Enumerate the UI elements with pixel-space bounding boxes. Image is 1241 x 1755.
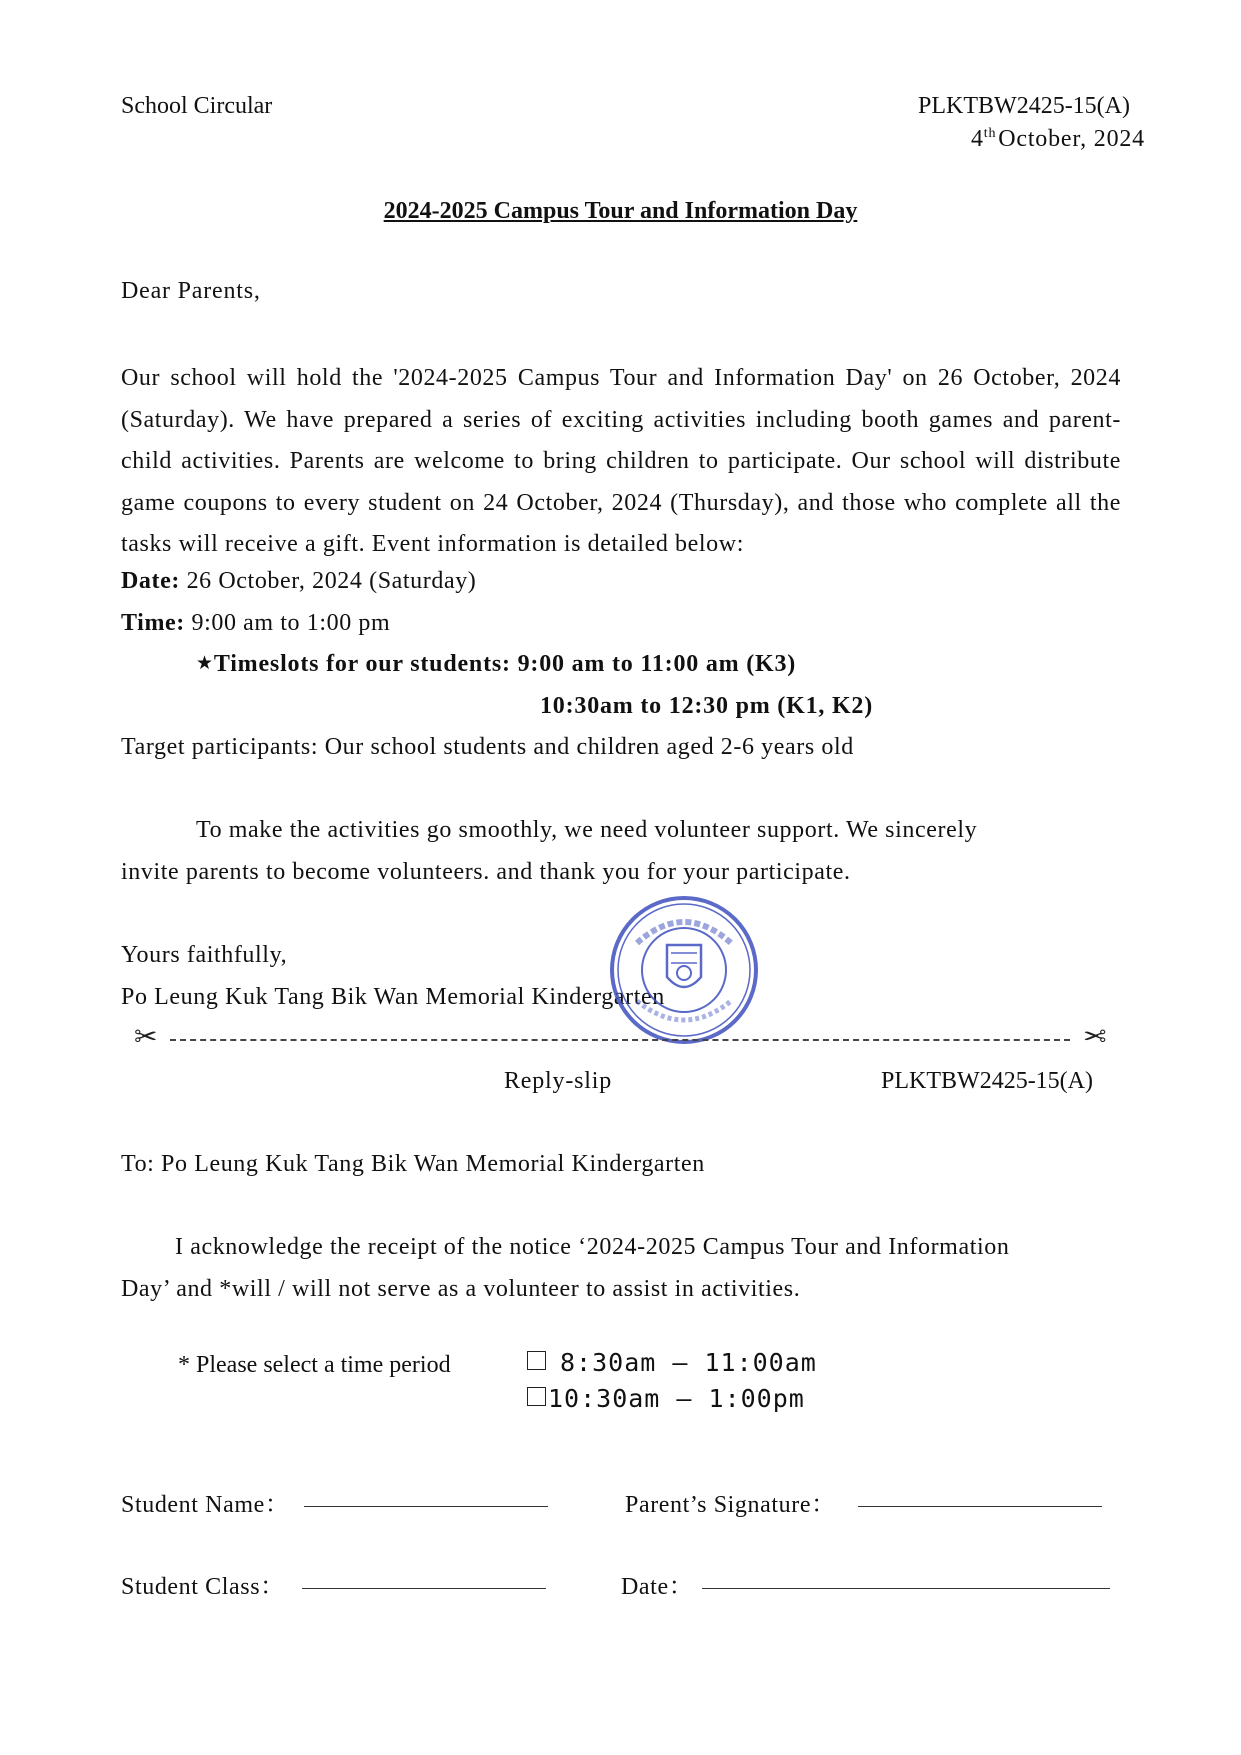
volunteer-paragraph-line-1: To make the activities go smoothly, we need volunteer support. We sincerely	[196, 817, 978, 843]
date-suffix: th	[983, 126, 997, 141]
circular-date	[971, 126, 1145, 153]
volunteer-paragraph-line-2: invite parents to become volunteers. and thank you for your participate.	[121, 859, 851, 885]
time-option-morning-label: 8:30am – 11:00am	[560, 1348, 817, 1377]
parent-signature-label: Parent’s Signature：	[625, 1492, 836, 1518]
date-value: 26 October, 2024 (Saturday)	[179, 568, 477, 594]
acknowledgement-line-2: Day’ and *will / will not serve as a volunteer to assist in activities.	[121, 1276, 801, 1302]
timeslot-k3	[196, 651, 796, 678]
reply-slip-reference: PLKTBW2425-15(A)	[881, 1068, 1093, 1094]
date-field[interactable]	[702, 1564, 1110, 1589]
cut-line	[134, 1023, 1106, 1053]
scissors-icon: ✂	[1082, 1022, 1106, 1053]
date-label: Date:	[121, 568, 180, 594]
student-name-field[interactable]	[304, 1482, 548, 1507]
reply-recipient: To: Po Leung Kuk Tang Bik Wan Memorial Kindergarten	[121, 1151, 705, 1177]
circular-label: School Circular	[121, 93, 273, 119]
time-value: 9:00 am to 1:00 pm	[184, 610, 391, 636]
time-option-late-morning[interactable]	[527, 1384, 805, 1413]
reply-slip-title: Reply-slip	[504, 1068, 612, 1094]
acknowledgement-line-1: I acknowledge the receipt of the notice ‘2024-2025 Campus Tour and Information	[175, 1234, 1010, 1260]
parent-signature-field[interactable]	[858, 1482, 1102, 1507]
dashed-divider	[170, 1039, 1070, 1041]
checkbox-morning[interactable]	[527, 1351, 546, 1370]
date-month-year: October, 2024	[998, 126, 1145, 152]
time-option-late-morning-label: 10:30am – 1:00pm	[548, 1384, 805, 1413]
student-class-label: Student Class：	[121, 1574, 285, 1600]
date-label: Date：	[621, 1574, 694, 1600]
student-name-label: Student Name：	[121, 1492, 290, 1518]
star-icon: ★	[196, 652, 214, 674]
school-signature: Po Leung Kuk Tang Bik Wan Memorial Kindergarten	[121, 984, 665, 1010]
time-option-morning[interactable]	[527, 1348, 817, 1377]
timeslot-k1-k2: 10:30am to 12:30 pm (K1, K2)	[540, 693, 874, 719]
scissors-icon: ✂	[134, 1022, 158, 1053]
event-date	[121, 568, 476, 595]
time-label: Time:	[121, 610, 185, 636]
checkbox-late-morning[interactable]	[527, 1387, 546, 1406]
circular-reference: PLKTBW2425-15(A)	[918, 93, 1130, 119]
intro-paragraph: Our school will hold the '2024-2025 Campus Tour and Information Day' on 26 October, 2024 (Saturday). We have prepared a series of exciting activities including booth games and parent-child activities. Parents are welcome to bring children to participate. Our school will distribute game coupons to every student on 24 October, 2024 (Thursday), and those who complete all the tasks will receive a gift. Event information is detailed below:	[121, 365, 1121, 557]
date-day: 4	[970, 126, 984, 152]
student-class-field[interactable]	[302, 1564, 546, 1589]
timeslot-k3-text: Timeslots for our students: 9:00 am to 11:00 am (K3)	[213, 651, 797, 677]
event-time	[121, 610, 390, 637]
closing: Yours faithfully,	[121, 942, 288, 968]
greeting: Dear Parents,	[121, 278, 261, 304]
time-period-label: * Please select a time period	[178, 1352, 451, 1378]
page-title: 2024-2025 Campus Tour and Information Day	[383, 198, 858, 224]
target-participants: Target participants: Our school students and children aged 2-6 years old	[121, 734, 854, 760]
